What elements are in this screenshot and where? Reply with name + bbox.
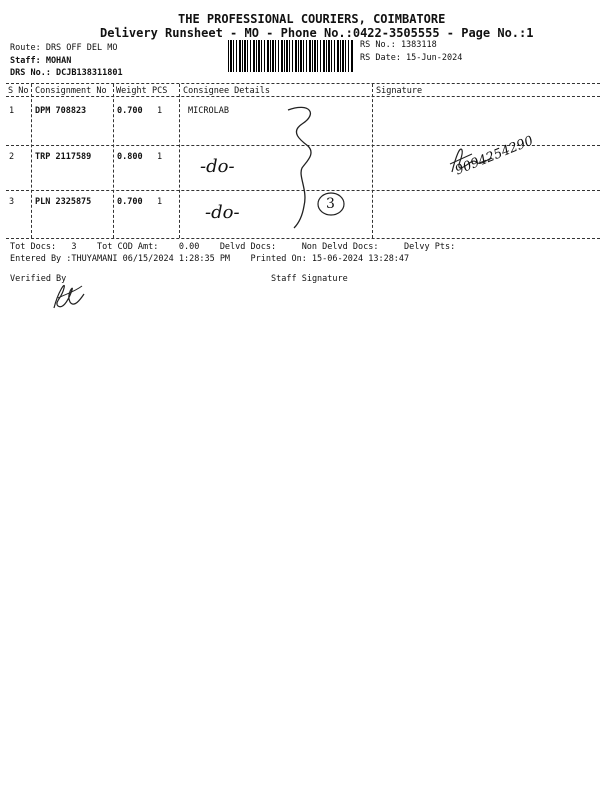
totals-line: Tot Docs: 3 Tot COD Amt: 0.00 Delvd Docs: Non Delvd Docs: Delvy Pts: [10, 242, 456, 252]
handwritten-ditto: -do- [205, 202, 240, 223]
col-divider [179, 84, 180, 238]
col-header-signature: Signature [376, 86, 423, 96]
row-consignment: DPM 708823 [35, 106, 87, 116]
drs-number: DRS No.: DCJB138311801 [10, 68, 123, 78]
col-divider [372, 84, 373, 238]
table-top-rule [6, 83, 600, 84]
col-divider [113, 84, 114, 238]
table-bottom-rule [6, 238, 600, 239]
row-weight: 0.700 [117, 106, 143, 116]
barcode [228, 40, 354, 72]
handwritten-phone: 9094254290 [453, 133, 536, 179]
table-header-rule [6, 96, 600, 97]
verified-by-label: Verified By [10, 274, 67, 284]
row-pcs: 1 [157, 106, 163, 116]
row-sno: 2 [9, 152, 15, 162]
rs-date: RS Date: 15-Jun-2024 [360, 53, 463, 63]
row-sno: 1 [9, 106, 15, 116]
col-header-pcs: PCS [152, 86, 168, 96]
row-weight: 0.700 [117, 197, 143, 207]
entered-by-line: Entered By :THUYAMANI 06/15/2024 1:28:35 PM Printed On: 15-06-2024 13:28:47 [10, 254, 410, 264]
row-sno: 3 [9, 197, 15, 207]
row-pcs: 1 [157, 152, 163, 162]
col-header-weight: Weight [116, 86, 147, 96]
staff-signature-label: Staff Signature [271, 274, 348, 284]
row-weight: 0.800 [117, 152, 143, 162]
verifier-signature [44, 272, 94, 314]
col-header-consignment: Consignment No [35, 86, 107, 96]
row-consignment: TRP 2117589 [35, 152, 92, 162]
route-label: Route: DRS OFF DEL MO [10, 43, 118, 53]
handwritten-ditto: -do- [200, 156, 235, 177]
row-pcs: 1 [157, 197, 163, 207]
col-header-consignee: Consignee Details [183, 86, 270, 96]
handwritten-count: 3 [326, 196, 335, 212]
company-title: THE PROFESSIONAL COURIERS, COIMBATORE [178, 12, 446, 26]
col-header-sno: S No [8, 86, 29, 96]
col-divider [31, 84, 32, 238]
runsheet-subtitle: Delivery Runsheet - MO - Phone No.:0422-3505555 - Page No.:1 [100, 26, 534, 40]
row-consignee: MICROLAB [188, 106, 229, 116]
rs-number: RS No.: 1383118 [360, 40, 437, 50]
staff-label: Staff: MOHAN [10, 56, 72, 66]
row-consignment: PLN 2325875 [35, 197, 92, 207]
